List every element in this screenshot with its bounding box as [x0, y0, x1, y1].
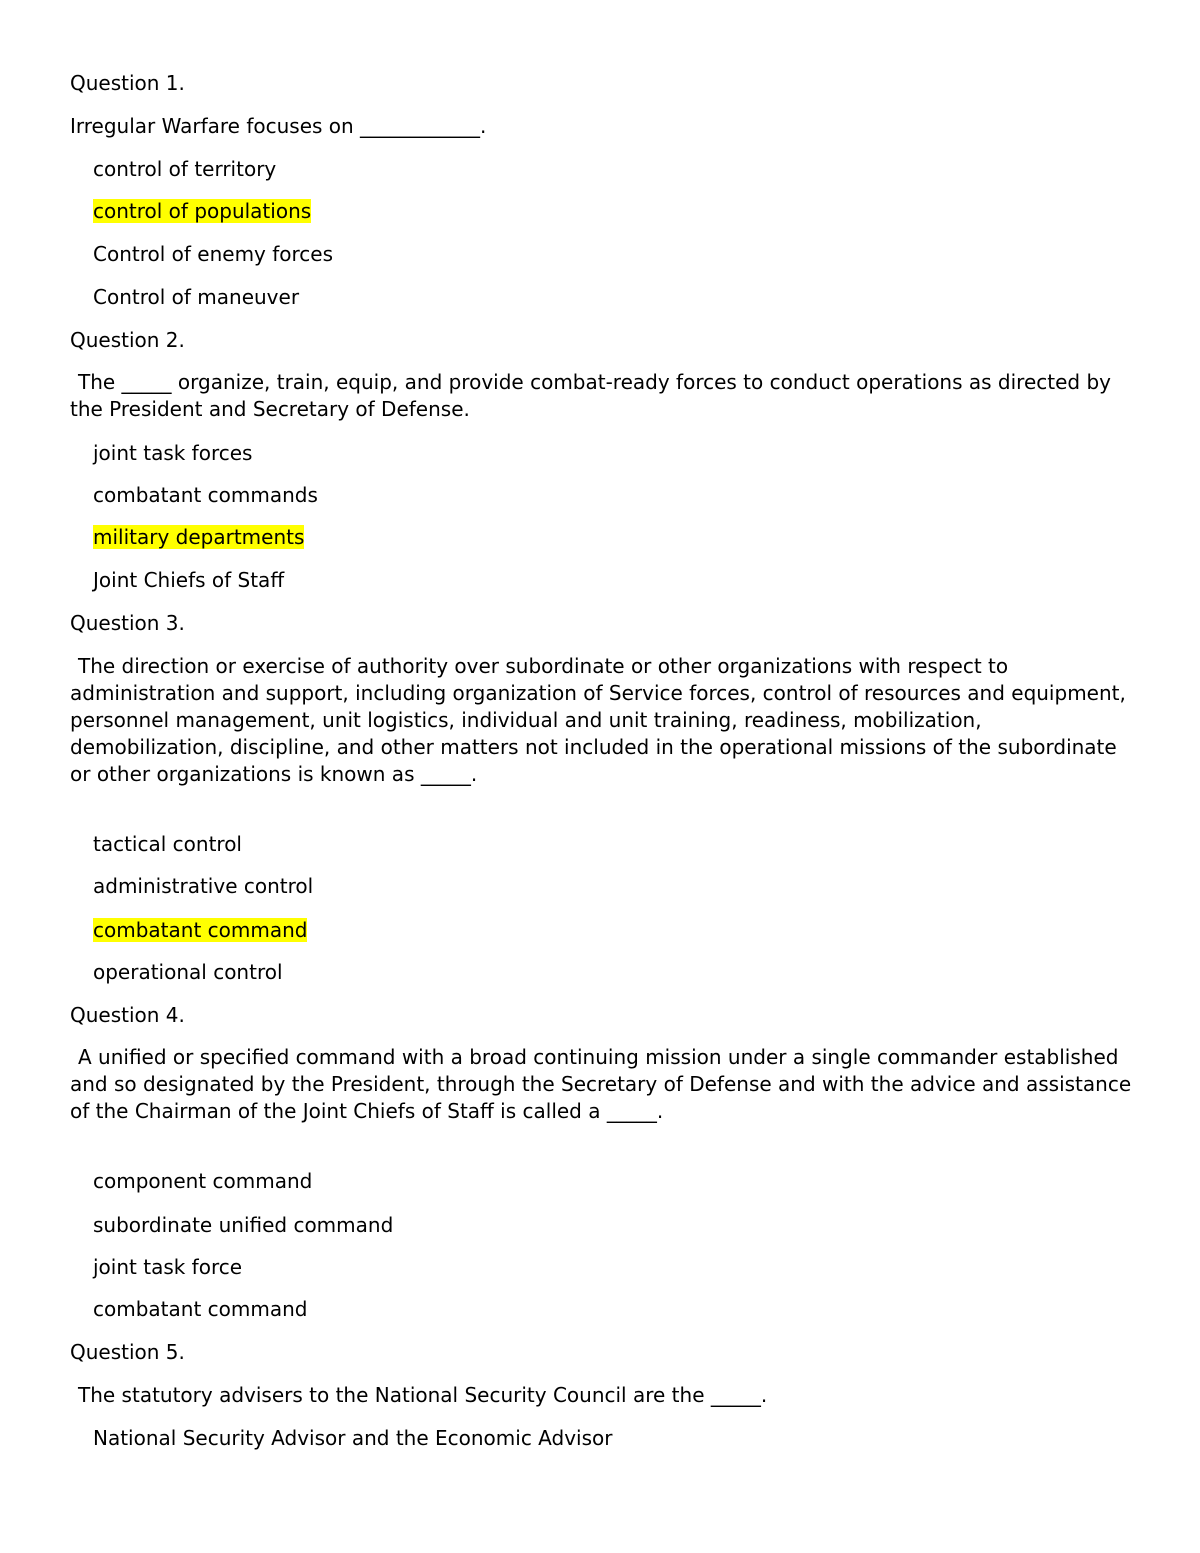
- option-text: Control of maneuver: [93, 285, 300, 309]
- highlighted-answer: control of populations: [93, 199, 312, 223]
- highlighted-answer: military departments: [93, 525, 305, 549]
- question-1-option-c: [93, 241, 333, 268]
- option-text: subordinate unified command: [93, 1213, 394, 1237]
- question-1-label: Question 1.: [70, 71, 185, 95]
- option-text: combatant command: [93, 1297, 308, 1321]
- question-3-option-b: [93, 873, 313, 900]
- question-4-option-c: [93, 1254, 242, 1281]
- question-4-option-d: [93, 1296, 307, 1323]
- question-2-option-a: [93, 440, 252, 467]
- question-1-option-b: [93, 198, 311, 225]
- option-text: National Security Advisor and the Economic Advisor: [93, 1426, 613, 1450]
- question-5-option-a: [93, 1425, 612, 1452]
- question-1-stem: Irregular Warfare focuses on ____________.: [70, 114, 487, 138]
- option-text: joint task force: [93, 1255, 243, 1279]
- option-text: combatant commands: [93, 483, 318, 507]
- question-2-option-b: [93, 482, 318, 509]
- option-text: joint task forces: [93, 441, 253, 465]
- option-text: administrative control: [93, 874, 314, 898]
- option-text: Control of enemy forces: [93, 242, 334, 266]
- question-1-option-d: [93, 284, 299, 311]
- question-5-label: Question 5.: [70, 1340, 185, 1364]
- option-text: component command: [93, 1169, 313, 1193]
- highlighted-answer: combatant command: [93, 918, 308, 942]
- question-4-option-b: [93, 1212, 393, 1239]
- question-2-option-c: [93, 524, 304, 551]
- question-2-label: Question 2.: [70, 328, 185, 352]
- question-5-stem: The statutory advisers to the National Security Council are the _____.: [78, 1383, 768, 1407]
- question-3-option-c: [93, 917, 307, 944]
- question-2-option-d: [93, 567, 284, 594]
- option-text: operational control: [93, 960, 283, 984]
- question-1-option-a: [93, 156, 276, 183]
- question-4-stem: A unified or specified command with a broad continuing mission under a single commander established and so designated by the President, through the Secretary of Defense and with the advice and assistance of the Chairman of the Joint Chiefs of Staff is called a _____.: [70, 1045, 1132, 1123]
- question-4-option-a: [93, 1168, 312, 1195]
- option-text: Joint Chiefs of Staff: [93, 568, 285, 592]
- question-3-option-a: [93, 831, 242, 858]
- question-2-stem: The _____ organize, train, equip, and provide combat-ready forces to conduct operations as directed by the President and Secretary of Defense.: [70, 370, 1111, 421]
- question-4-label: Question 4.: [70, 1003, 185, 1027]
- option-text: control of territory: [93, 157, 277, 181]
- question-3-label: Question 3.: [70, 611, 185, 635]
- option-text: tactical control: [93, 832, 242, 856]
- question-3-stem: The direction or exercise of authority over subordinate or other organizations with respect to administration and support, including organization of Service forces, control of resources and equipment, personnel management, unit logistics, individual and unit training, readiness, mobilization, demobilization, discipline, and other matters not included in the operational missions of the subordinate or other organizations is known as _____.: [70, 654, 1126, 786]
- question-3-option-d: [93, 959, 283, 986]
